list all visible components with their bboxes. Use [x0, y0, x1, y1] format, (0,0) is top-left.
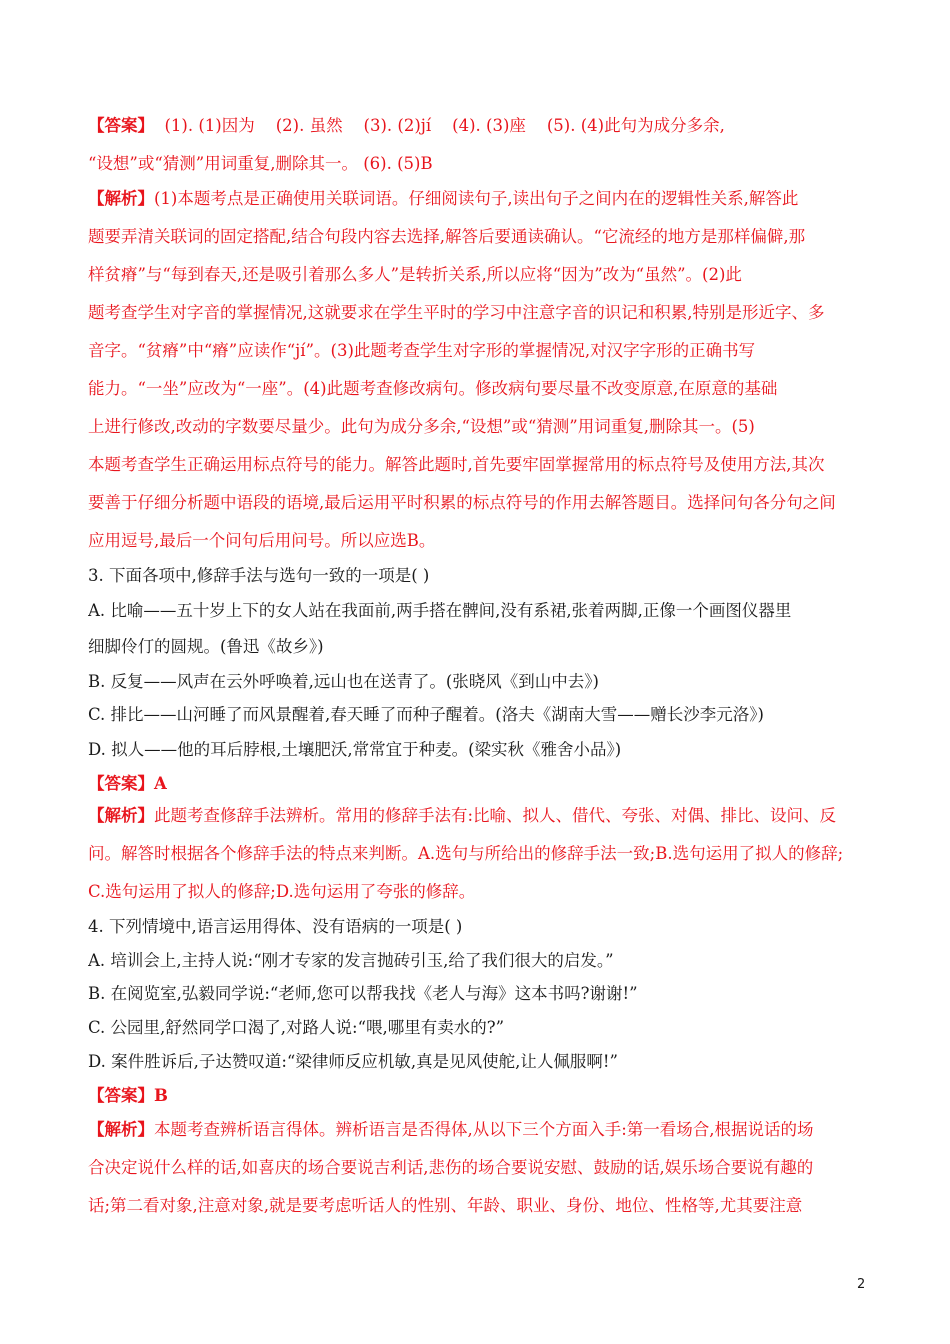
q4-option-c: C. 公园里,舒然同学口渴了,对路人说:“喂,哪里有卖水的?”	[88, 1018, 505, 1037]
q4-answer: 【答案】B	[88, 1086, 168, 1105]
q3-option-d: D. 拟人——他的耳后脖根,土壤肥沃,常常宜于种麦。(梁实秋《雅舍小品》)	[88, 740, 622, 759]
q4-option-a: A. 培训会上,主持人说:“刚才专家的发言抛砖引玉,给了我们很大的启发。”	[88, 951, 614, 970]
q3-answer: 【答案】A	[88, 774, 167, 793]
q2-analysis-line-4: 题考查学生对字音的掌握情况,这就要求在学生平时的学习中注意字音的识记和积累,特别是形近字、多	[88, 303, 825, 322]
q2-analysis-line-1	[88, 188, 868, 210]
q4-analysis-line-2: 合决定说什么样的话,如喜庆的场合要说吉利话,悲伤的场合要说安慰、鼓励的话,娱乐场合要说有趣的	[88, 1158, 814, 1177]
q2-analysis-line-7: 上进行修改,改动的字数要尽量少。此句为成分多余,“设想”或“猜测”用词重复,删除其一。(5)	[88, 417, 755, 436]
analysis-text: (1)本题考点是正确使用关联词语。仔细阅读句子,读出句子之间内在的逻辑性关系,解答此	[154, 189, 799, 208]
analysis-text: 本题考查辨析语言得体。辨析语言是否得体,从以下三个方面入手:第一看场合,根据说话的场	[154, 1120, 814, 1139]
q3-question: 3. 下面各项中,修辞手法与选句一致的一项是( )	[88, 566, 430, 585]
q4-question: 4. 下列情境中,语言运用得体、没有语病的一项是( )	[88, 917, 463, 936]
q3-option-b: B. 反复——风声在云外呼唤着,远山也在送青了。(张晓风《到山中去》)	[88, 672, 599, 691]
q4-analysis-line-1	[88, 1119, 868, 1141]
q3-analysis-line-3: C.选句运用了拟人的修辞;D.选句运用了夸张的修辞。	[88, 882, 476, 901]
answer-tag: 【答案】	[88, 116, 154, 135]
q4-option-b: B. 在阅览室,弘毅同学说:“老师,您可以帮我找《老人与海》这本书吗?谢谢!”	[88, 984, 638, 1003]
q3-analysis-line-2: 问。解答时根据各个修辞手法的特点来判断。A.选句与所给出的修辞手法一致;B.选句运用了拟人的修辞;	[88, 844, 844, 863]
q2-analysis-line-5: 音字。“贫瘠”中“瘠”应读作“jí”。(3)此题考查学生对字形的掌握情况,对汉字字形的正确书写	[88, 341, 756, 360]
q4-option-d: D. 案件胜诉后,子达赞叹道:“梁律师反应机敏,真是见风使舵,让人佩服啊!”	[88, 1052, 618, 1071]
q2-analysis-line-6: 能力。“一坐”应改为“一座”。(4)此题考查修改病句。修改病句要尽量不改变原意,在原意的基础	[88, 379, 778, 398]
q2-analysis-line-9: 要善于仔细分析题中语段的语境,最后运用平时积累的标点符号的作用去解答题目。选择问句各分句之间	[88, 493, 836, 512]
q2-answer-line-1	[88, 115, 868, 137]
analysis-tag: 【解析】	[88, 806, 154, 825]
analysis-text: 此题考查修辞手法辨析。常用的修辞手法有:比喻、拟人、借代、夸张、对偶、排比、设问、反	[154, 806, 837, 825]
q3-option-a: A. 比喻——五十岁上下的女人站在我面前,两手搭在髀间,没有系裙,张着两脚,正像一个画图仪器里	[88, 601, 792, 620]
analysis-tag: 【解析】	[88, 1120, 154, 1139]
q2-analysis-line-2: 题要弄清关联词的固定搭配,结合句段内容去选择,解答后要通读确认。“它流经的地方是那样偏僻,那	[88, 227, 806, 246]
q3-option-c: C. 排比——山河睡了而风景醒着,春天睡了而种子醒着。(洛夫《湖南大雪——赠长沙李元洛》)	[88, 705, 764, 724]
q2-analysis-line-3: 样贫瘠”与“每到春天,还是吸引着那么多人”是转折关系,所以应将“因为”改为“虽然”。(2)此	[88, 265, 742, 284]
q2-analysis-line-10: 应用逗号,最后一个问句后用问号。所以应选B。	[88, 531, 436, 550]
q3-option-a-cont: 细脚伶仃的圆规。(鲁迅《故乡》)	[88, 637, 324, 656]
q4-analysis-line-3: 话;第二看对象,注意对象,就是要考虑听话人的性别、年龄、职业、身份、地位、性格等,尤其要注意	[88, 1196, 803, 1215]
answer-text: (1). (1)因为 (2). 虽然 (3). (2)jí (4). (3)座 (5). (4)此句为成分多余,	[154, 116, 725, 135]
q2-answer-line-2: “设想”或“猜测”用词重复,删除其一。 (6). (5)B	[88, 154, 433, 173]
q2-analysis-line-8: 本题考查学生正确运用标点符号的能力。解答此题时,首先要牢固掌握常用的标点符号及使用方法,其次	[88, 455, 825, 474]
q3-analysis-line-1	[88, 805, 868, 827]
page-number: 2	[857, 1277, 866, 1292]
analysis-tag: 【解析】	[88, 189, 154, 208]
